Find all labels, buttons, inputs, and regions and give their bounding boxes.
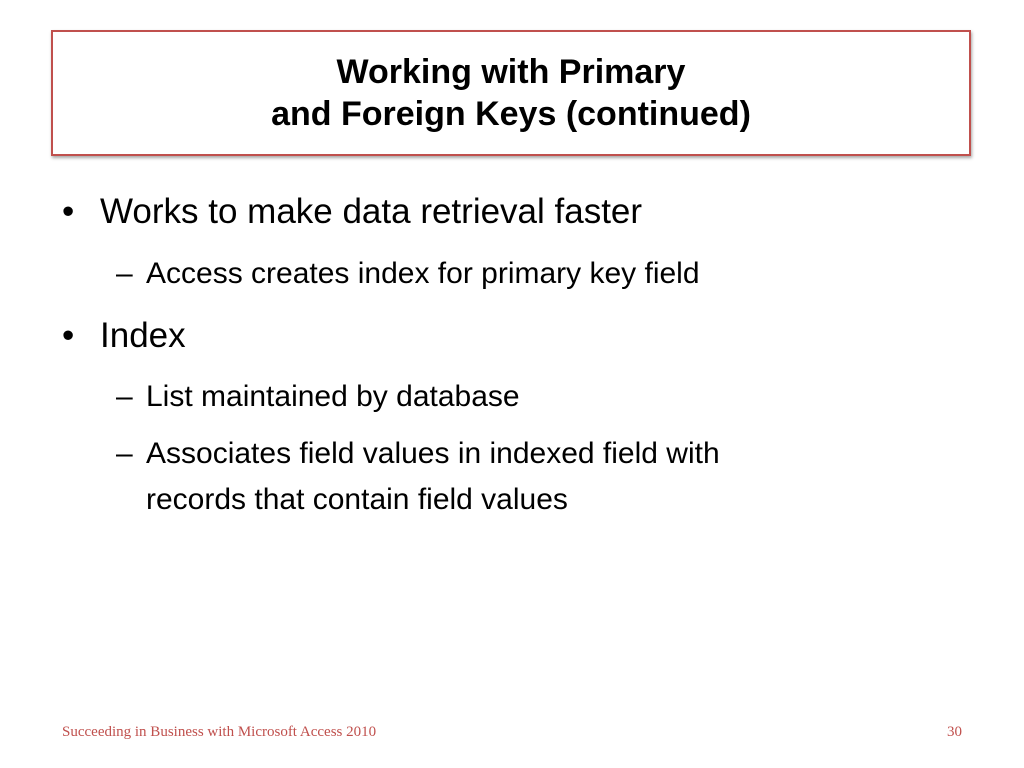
sub-bullet-text-2-2-line1: Associates field values in indexed field with [146, 437, 720, 470]
sub-bullet-item-1-1 [116, 251, 700, 297]
footer-page-number: 30 [947, 724, 962, 740]
footer-course-title: Succeeding in Business with Microsoft Access 2010 [62, 724, 377, 740]
bullet-item-1 [62, 192, 642, 232]
bullet-marker: • [62, 192, 75, 231]
bullet-text-1: Works to make data retrieval faster [100, 192, 643, 231]
sub-bullet-text-2-1: List maintained by database [146, 380, 520, 413]
sub-bullet-marker: – [116, 437, 133, 470]
sub-bullet-text-1-1: Access creates index for primary key field [146, 257, 700, 290]
sub-bullet-marker: – [116, 257, 133, 290]
bullet-marker: • [62, 316, 75, 355]
sub-bullet-item-2-2 [116, 431, 720, 523]
slide-title-box [51, 30, 971, 156]
sub-bullet-marker: – [116, 380, 133, 413]
sub-bullet-text-2-2-line2: records that contain field values [146, 483, 568, 516]
sub-bullet-item-2-1 [116, 374, 520, 420]
slide-title-line-1: Working with Primary [336, 53, 686, 91]
slide-title-line-2: and Foreign Keys (continued) [271, 95, 751, 133]
bullet-item-2 [62, 316, 186, 356]
bullet-text-2: Index [100, 316, 186, 355]
